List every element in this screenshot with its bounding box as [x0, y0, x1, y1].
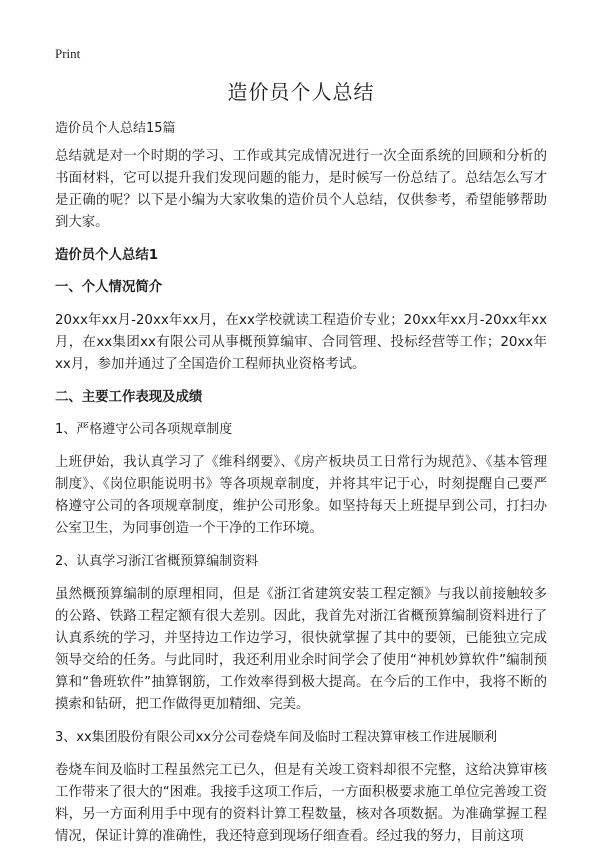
page-title: 造价员个人总结: [227, 80, 375, 104]
intro-paragraph: 总结就是对一个时期的学习、工作或其完成情况进行一次全面系统的回顾和分析的书面材料，它可以提升我们发现问题的能力，是时候写一份总结了。总结怎么写才是正确的呢？以下是小编为大家收集的造价员个人总结，仅供参考，希望能够帮助到大家。: [55, 149, 547, 230]
section-heading-work-performance: 二、主要工作表现及成绩: [55, 390, 203, 405]
audit-paragraph: 卷烧车间及临时工程虽然完工已久，但是有关竣工资料却很不完整，这给决算审核工作带来了很大的“困难。我接手这项工作后，一方面积极要求施工单位完善竣工资料，另一方面利用手中现有的资料计算工程数量，核对各项数据。为准确掌握工程情况，保证计算的准确性，我还特意到现场仔细查看。经过我的努力，目前这项: [55, 763, 547, 844]
item-heading-rules: 1、严格遵守公司各项规章制度: [55, 422, 233, 437]
study-paragraph: 虽然概预算编制的原理相同，但是《浙江省建筑安装工程定额》与我以前接触较多的公路、铁路工程定额有很大差别。因此，我首先对浙江省概预算编制资料进行了认真系统的学习，并坚持边工作边学习，很快就掌握了其中的要领，已能独立完成领导交给的任务。与此同时，我还利用业余时间学会了使用“神机妙算软件”编制预算和“鲁班软件”抽算钢筋，工作效率得到极大提高。在今后的工作中，我将不断的摸索和钻研，把工作做得更加精细、完美。: [55, 587, 547, 712]
print-link[interactable]: Print: [55, 46, 81, 61]
personal-info-paragraph: 20xx年xx月-20xx年xx月，在xx学校就读工程造价专业；20xx年xx月-20xx年xx月，在xx集团xx有限公司从事概预算编审、合同管理、投标经营等工作；20xx年xx月，参加并通过了全国造价工程师执业资格考试。: [55, 313, 547, 372]
item-heading-study: 2、认真学习浙江省概预算编制资料: [55, 554, 259, 569]
item-heading-audit: 3、xx集团股份有限公司xx分公司卷烧车间及临时工程决算审核工作进展顺利: [55, 730, 498, 745]
document-subtitle: 造价员个人总结15篇: [55, 121, 176, 136]
section-heading-personal-info: 一、个人情况简介: [55, 280, 163, 295]
summary-heading: 造价员个人总结1: [55, 248, 159, 263]
rules-paragraph: 上班伊始，我认真学习了《维科纲要》、《房产板块员工日常行为规范》、《基本管理制度》、《岗位职能说明书》等各项规章制度，并将其牢记于心，时刻提醒自己要严格遵守公司的各项规章制度，维护公司形象。如坚持每天上班提早到公司，打扫办公室卫生，为同事创造一个干净的工作环境。: [55, 455, 547, 536]
document-body: [55, 78, 547, 860]
